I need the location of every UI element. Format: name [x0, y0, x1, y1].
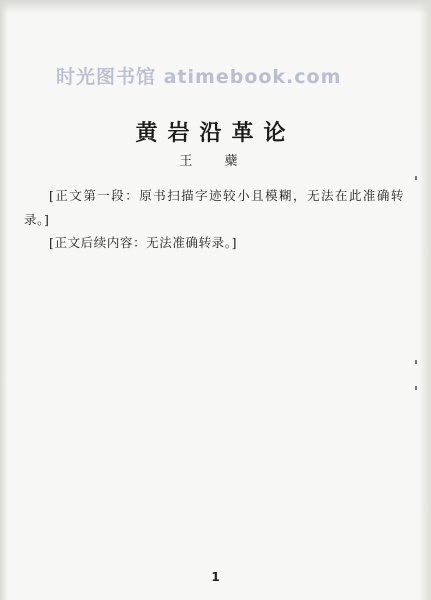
- article-paragraph: [正文后续内容：无法准确转录。]: [49, 235, 238, 250]
- scan-top-shadow: [0, 0, 431, 14]
- page-number: 1: [211, 570, 220, 584]
- margin-mark: [415, 176, 417, 180]
- scan-left-shadow: [0, 0, 8, 600]
- article-author: 王 蘗: [179, 154, 252, 169]
- scan-right-shadow: [419, 0, 431, 600]
- article-paragraph: [正文第一段：原书扫描字迹较小且模糊，无法在此准确转录。]: [24, 188, 404, 227]
- margin-mark: [415, 386, 417, 390]
- watermark-text: 时光图书馆 atimebook.com: [56, 66, 342, 88]
- article-title: 黄岩沿革论: [135, 121, 296, 146]
- margin-mark: [415, 360, 417, 364]
- article-body: [24, 184, 404, 564]
